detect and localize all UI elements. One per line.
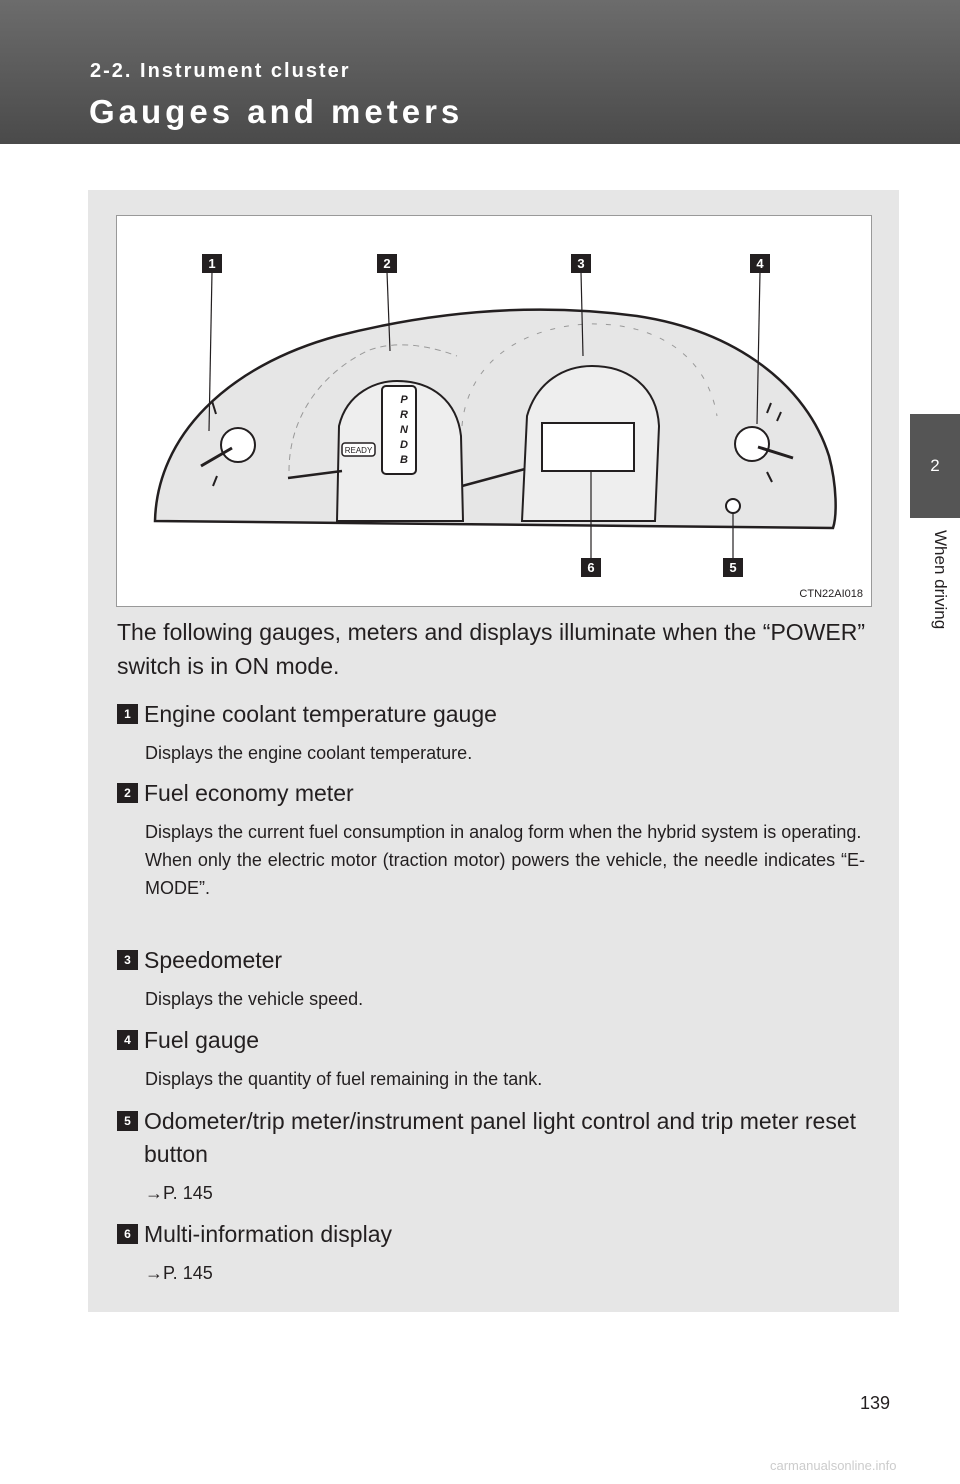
item-fuel-gauge bbox=[117, 1024, 865, 1093]
page-number: 139 bbox=[860, 1393, 891, 1413]
item-description bbox=[145, 818, 865, 902]
chapter-label: When driving bbox=[931, 530, 950, 630]
intro-text: The following gauges, meters and displays illuminate when the “POWER” switch is in ON mode. bbox=[117, 619, 865, 679]
item-title: Speedometer bbox=[144, 947, 283, 973]
fuel-gauge-dial bbox=[735, 427, 769, 461]
item-description-line: Displays the engine coolant temperature. bbox=[145, 743, 473, 763]
item-number-badge: 1 bbox=[117, 704, 138, 724]
item-coolant-gauge bbox=[117, 698, 865, 767]
page-reference-link[interactable]: →P. 145 bbox=[145, 1183, 213, 1203]
shift-d: D bbox=[400, 439, 408, 451]
figure-code: CTN22AI018 bbox=[799, 588, 863, 600]
item-title: Fuel economy meter bbox=[144, 780, 354, 806]
item-description bbox=[145, 1259, 865, 1287]
multi-information-display bbox=[542, 423, 634, 471]
callout-4: 4 bbox=[756, 256, 764, 271]
instrument-cluster-figure bbox=[116, 215, 872, 607]
item-description bbox=[145, 1065, 865, 1093]
shift-b: B bbox=[400, 454, 408, 466]
page-header bbox=[0, 0, 960, 144]
coolant-gauge-dial bbox=[221, 428, 255, 462]
ready-label: READY bbox=[344, 446, 373, 455]
item-number-badge: 6 bbox=[117, 1224, 138, 1244]
item-multi-information-display bbox=[117, 1218, 865, 1287]
shift-r: R bbox=[400, 409, 408, 421]
item-description-line: When only the electric motor (traction motor) powers the vehicle, the needle indicates “E-MODE”. bbox=[145, 850, 865, 898]
item-number-badge: 5 bbox=[117, 1111, 138, 1131]
item-title: Multi-information display bbox=[144, 1221, 392, 1247]
page-title: Gauges and meters bbox=[89, 93, 464, 130]
item-number-badge: 2 bbox=[117, 783, 138, 803]
item-number-badge: 4 bbox=[117, 1030, 138, 1050]
cluster-housing bbox=[155, 310, 836, 528]
callout-6: 6 bbox=[587, 560, 595, 575]
item-speedometer bbox=[117, 944, 865, 1013]
watermark: carmanualsonline.info bbox=[770, 1458, 897, 1473]
item-description-line: Displays the vehicle speed. bbox=[145, 989, 364, 1009]
item-fuel-economy-meter bbox=[117, 777, 865, 902]
item-odometer-reset-button bbox=[117, 1105, 865, 1207]
section-label: 2-2. Instrument cluster bbox=[90, 60, 351, 82]
item-title: Fuel gauge bbox=[144, 1027, 260, 1053]
item-title: Odometer/trip meter/instrument panel light control and trip meter reset button bbox=[144, 1108, 857, 1167]
shift-p: P bbox=[400, 394, 408, 406]
cluster-illustration bbox=[117, 216, 873, 608]
item-number-badge: 3 bbox=[117, 950, 138, 970]
shift-n: N bbox=[400, 424, 408, 436]
trip-reset-knob bbox=[726, 499, 740, 513]
callout-3: 3 bbox=[577, 256, 585, 271]
chapter-tab[interactable]: 2 bbox=[910, 414, 960, 518]
callout-2: 2 bbox=[383, 256, 391, 271]
item-description-line: Displays the quantity of fuel remaining in the tank. bbox=[145, 1069, 543, 1089]
callout-1: 1 bbox=[208, 256, 216, 271]
item-description bbox=[145, 739, 865, 767]
item-description bbox=[145, 1179, 865, 1207]
item-description bbox=[145, 985, 865, 1013]
item-title: Engine coolant temperature gauge bbox=[144, 701, 497, 727]
callout-5: 5 bbox=[729, 560, 737, 575]
shift-indicator bbox=[382, 386, 416, 474]
item-description-line: Displays the current fuel consumption in analog form when the hybrid system is operating. bbox=[145, 822, 862, 842]
page-reference-link[interactable]: →P. 145 bbox=[145, 1263, 213, 1283]
